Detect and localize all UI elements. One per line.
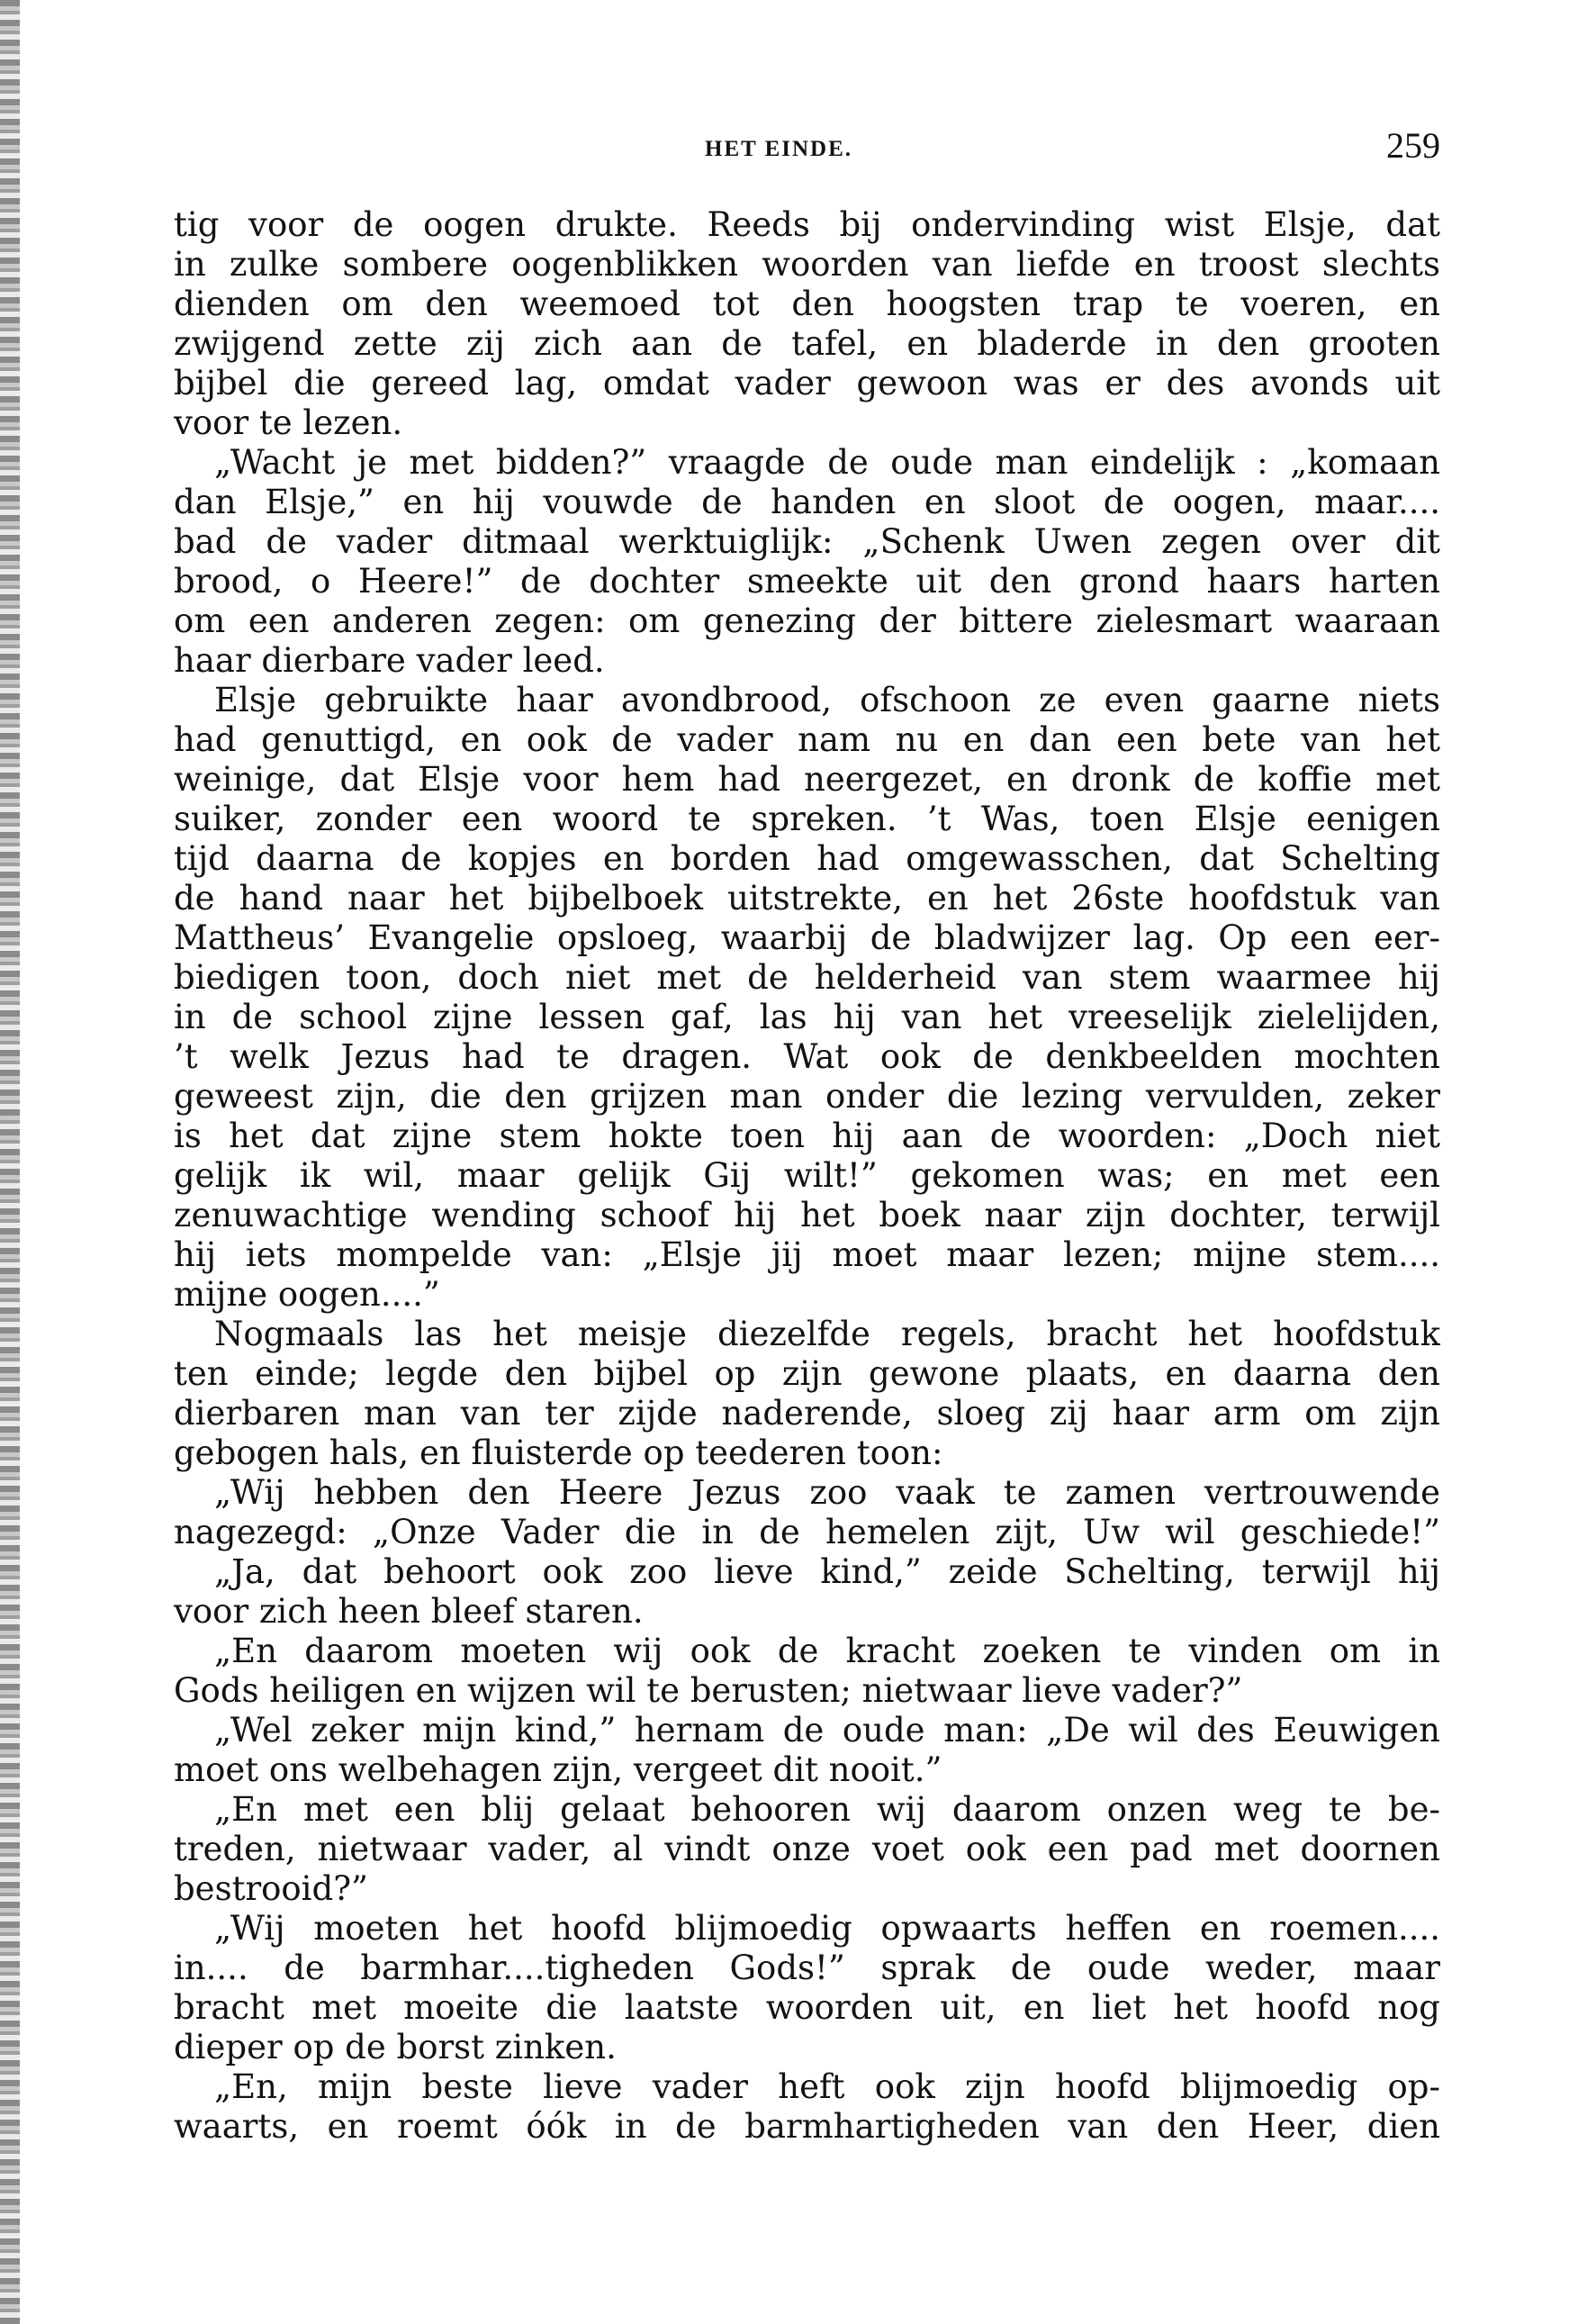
text-line: om een anderen zegen: om genezing der bittere zielesmart waaraan	[174, 601, 1440, 640]
text-line: voor te lezen.	[174, 403, 403, 442]
text-line: Gods heiligen en wijzen wil te berusten; nietwaar lieve vader?”	[174, 1671, 1243, 1710]
text-line: nagezegd: „Onze Vader die in de hemelen zijt, Uw wil geschiede!”	[174, 1513, 1440, 1551]
text-line: in.... de barmhar....tigheden Gods!” sprak de oude weder, maar	[174, 1949, 1440, 1987]
text-line: zenuwachtige wending schoof hij het boek naar zijn dochter, terwijl	[174, 1196, 1440, 1234]
text-line: had genuttigd, en ook de vader nam nu en dan een bete van het	[174, 720, 1440, 759]
text-line: tig voor de oogen drukte. Reeds bij ondervinding wist Elsje, dat	[174, 205, 1440, 244]
text-line: bijbel die gereed lag, omdat vader gewoon was er des avonds uit	[174, 364, 1440, 402]
text-line: gebogen hals, en fluisterde op teederen toon:	[174, 1433, 943, 1472]
text-line: „En daarom moeten wij ook de kracht zoeken te vinden om in	[214, 1632, 1440, 1670]
text-line: gelijk ik wil, maar gelijk Gij wilt!” gekomen was; en met een	[174, 1156, 1440, 1195]
text-line: weinige, dat Elsje voor hem had neergezet, en dronk de koffie met	[174, 760, 1440, 799]
text-line: tijd daarna de kopjes en borden had omgewasschen, dat Schelting	[174, 839, 1440, 878]
text-line: de hand naar het bijbelboek uitstrekte, en het 26ste hoofdstuk van	[174, 879, 1440, 918]
text-line: dierbaren man van ter zijde naderende, sloeg zij haar arm om zijn	[174, 1394, 1440, 1433]
text-line: in zulke sombere oogenblikken woorden van liefde en troost slechts	[174, 245, 1440, 284]
text-line: Mattheus’ Evangelie opsloeg, waarbij de bladwijzer lag. Op een eer-	[174, 918, 1440, 957]
text-line: geweest zijn, die den grijzen man onder die lezing vervulden, zeker	[174, 1077, 1440, 1116]
text-line: haar dierbare vader leed.	[174, 641, 605, 680]
text-line: Elsje gebruikte haar avondbrood, ofschoon ze even gaarne niets	[214, 681, 1440, 719]
text-line: dieper op de borst zinken.	[174, 2028, 617, 2066]
page-number: 259	[1386, 125, 1440, 166]
text-line: moet ons welbehagen zijn, vergeet dit nooit.”	[174, 1750, 942, 1789]
text-line: „Ja, dat behoort ook zoo lieve kind,” zeide Schelting, terwijl hij	[214, 1552, 1440, 1591]
text-line: brood, o Heere!” de dochter smeekte uit den grond haars harten	[174, 562, 1440, 601]
text-line: hij iets mompelde van: „Elsje jij moet maar lezen; mijne stem....	[174, 1235, 1440, 1274]
text-line: mijne oogen....”	[174, 1275, 440, 1314]
running-head: HET EINDE.	[705, 137, 853, 161]
page-header	[174, 126, 1440, 171]
text-line: biedigen toon, doch niet met de helderheid van stem waarmee hij	[174, 958, 1440, 997]
text-line: zwijgend zette zij zich aan de tafel, en bladerde in den grooten	[174, 324, 1440, 363]
text-line: is het dat zijne stem hokte toen hij aan de woorden: „Doch niet	[174, 1117, 1440, 1155]
text-line: dan Elsje,” en hij vouwde de handen en sloot de oogen, maar....	[174, 483, 1440, 521]
text-line: „Wij hebben den Heere Jezus zoo vaak te zamen vertrouwende	[214, 1473, 1440, 1512]
text-line: ’t welk Jezus had te dragen. Wat ook de denkbeelden mochten	[174, 1037, 1440, 1076]
text-line: dienden om den weemoed tot den hoogsten trap te voeren, en	[174, 285, 1440, 323]
text-line: „Wel zeker mijn kind,” hernam de oude man: „De wil des Eeuwigen	[214, 1711, 1440, 1750]
text-line: bracht met moeite die laatste woorden uit, en liet het hoofd nog	[174, 1988, 1440, 2027]
text-line: suiker, zonder een woord te spreken. ’t Was, toen Elsje eenigen	[174, 800, 1440, 838]
text-line: in de school zijne lessen gaf, las hij van het vreeselijk zielelijden,	[174, 998, 1440, 1036]
text-line: „En met een blij gelaat behooren wij daarom onzen weg te be-	[214, 1790, 1440, 1829]
body-text	[174, 205, 1440, 2147]
text-line: „En, mijn beste lieve vader heft ook zijn hoofd blijmoedig op-	[214, 2067, 1440, 2106]
text-line: bestrooid?”	[174, 1869, 368, 1908]
text-line: „Wacht je met bidden?” vraagde de oude man eindelijk : „komaan	[214, 443, 1440, 482]
text-line: bad de vader ditmaal werktuiglijk: „Schenk Uwen zegen over dit	[174, 522, 1440, 561]
text-line: treden, nietwaar vader, al vindt onze voet ook een pad met doornen	[174, 1830, 1440, 1868]
scanned-binding-edge	[0, 0, 20, 2324]
text-line: voor zich heen bleef staren.	[174, 1592, 644, 1631]
text-line: „Wij moeten het hoofd blijmoedig opwaarts heffen en roemen....	[214, 1909, 1440, 1948]
text-line: waarts, en roemt óók in de barmhartigheden van den Heer, dien	[174, 2107, 1440, 2146]
text-line: ten einde; legde den bijbel op zijn gewone plaats, en daarna den	[174, 1354, 1440, 1393]
text-line: Nogmaals las het meisje diezelfde regels, bracht het hoofdstuk	[214, 1315, 1440, 1353]
